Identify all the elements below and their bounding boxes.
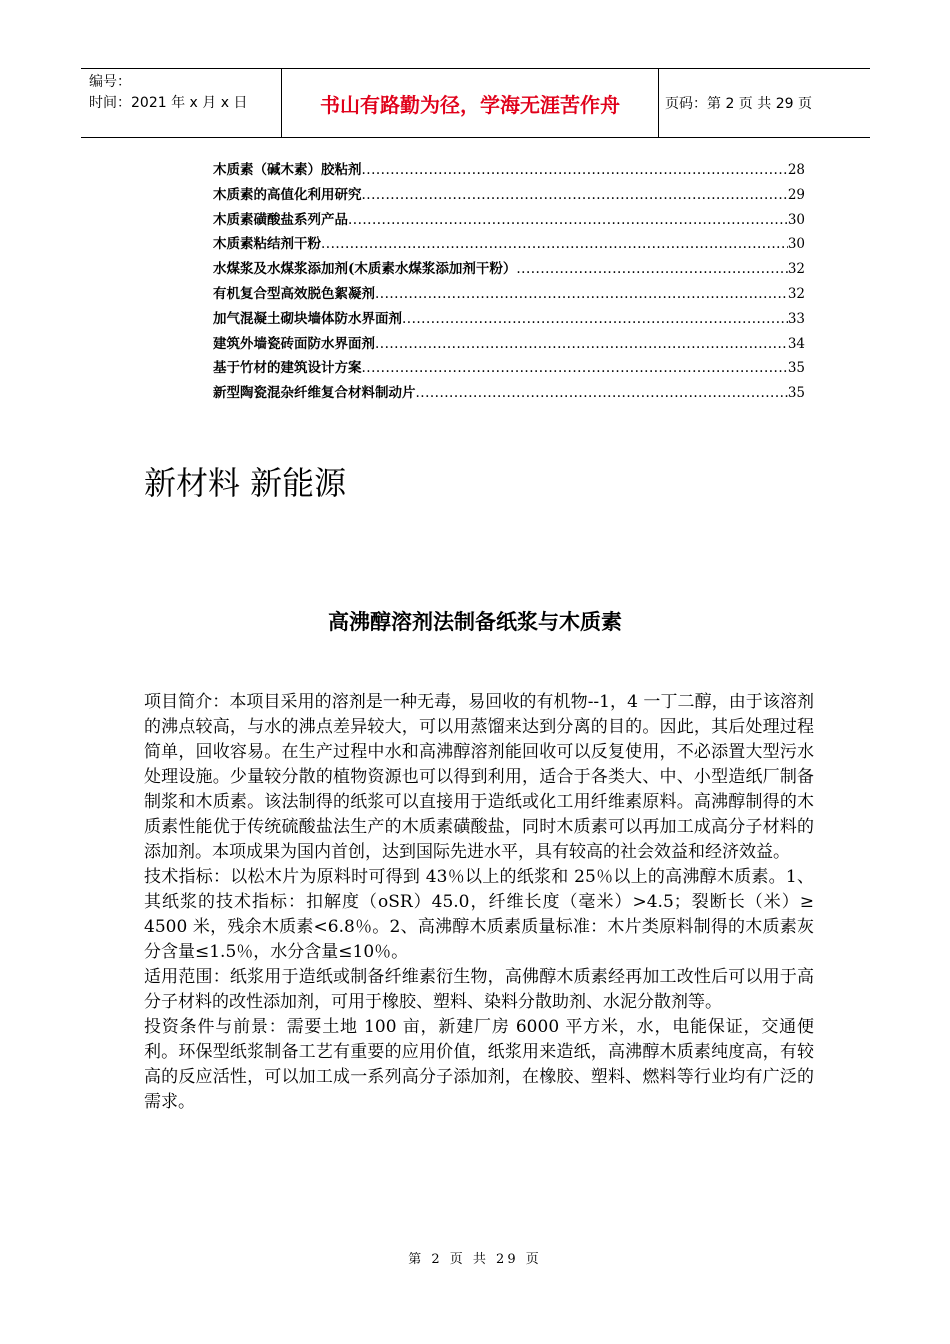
paragraph-label: 投资条件与前景： (144, 1017, 287, 1037)
toc-title: 有机复合型高效脱色絮凝剂 (213, 285, 375, 302)
toc-title: 木质素磺酸盐系列产品 (213, 211, 348, 228)
toc-title: 木质素粘结剂干粉 (213, 236, 321, 253)
toc-page: 29 (787, 186, 805, 203)
toc-entry[interactable] (213, 183, 805, 208)
paragraph-label: 项目简介： (144, 692, 230, 712)
paragraph-intro (144, 690, 814, 865)
paragraph-investment (144, 1015, 814, 1115)
toc-title: 木质素（碱木素）胶粘剂 (213, 162, 362, 178)
toc-entry[interactable] (213, 232, 805, 257)
toc-entry[interactable] (213, 208, 805, 233)
toc-page: 30 (787, 236, 805, 253)
section-heading: 新材料 新能源 (144, 464, 347, 502)
paragraph-scope (144, 965, 814, 1015)
toc-entry[interactable] (213, 307, 805, 332)
paragraph-text: 本项目采用的溶剂是一种无毒，易回收的有机物--1，4 一丁二醇，由于该溶剂的沸点较高，与水的沸点差异较大，可以用蒸馏来达到分离的目的。因此，其后处理过程简单，回收容易。在生产过程中水和高沸醇溶剂能回收可以反复使用，不必添置大型污水处理设施。少量较分散的植物资源也可以得到利用，适合于各类大、中、小型造纸厂制备制浆和木质素。该法制得的纸浆可以直接用于造纸或化工用纤维素原料。高沸醇制得的木质素性能优于传统硫酸盐法生产的木质素磺酸盐，同时木质素可以再加工成高分子材料的添加剂。本项成果为国内首创，达到国际先进水平，具有较高的社会效益和经济效益。 (144, 692, 814, 862)
header-page-info: 页码：第 2 页 共 29 页 (665, 96, 812, 112)
article-body (144, 690, 814, 1115)
paragraph-label: 适用范围： (144, 967, 230, 987)
page-footer: 第 2 页 共 29 页 (408, 1252, 542, 1267)
toc-entry[interactable] (213, 257, 805, 282)
toc-entry[interactable] (213, 356, 805, 381)
toc-page: 33 (787, 310, 805, 327)
toc-title: 建筑外墙瓷砖面防水界面剂 (213, 335, 375, 352)
table-of-contents (213, 158, 805, 406)
toc-page: 34 (787, 335, 805, 352)
page-header (81, 68, 870, 138)
header-number: 编号： (89, 74, 131, 90)
paragraph-specs (144, 865, 814, 965)
toc-page: 32 (787, 285, 805, 302)
toc-page: 30 (787, 211, 805, 228)
toc-title: 新型陶瓷混杂纤维复合材料制动片 (213, 385, 416, 402)
header-meta (81, 69, 282, 137)
toc-title: 木质素的高值化利用研究 (213, 186, 362, 203)
paragraph-label: 技术指标： (144, 867, 231, 887)
toc-entry[interactable] (213, 158, 805, 183)
header-date: 时间：2021 年 x 月 x 日 (89, 95, 248, 111)
paragraph-text: 纸浆用于造纸或制备纤维素衍生物，高佛醇木质素经再加工改性后可以用于高分子材料的改性添加剂，可用于橡胶、塑料、染料分散助剂、水泥分散剂等。 (144, 967, 814, 1012)
toc-page: 35 (787, 385, 805, 402)
article-title: 高沸醇溶剂法制备纸浆与木质素 (328, 609, 622, 634)
toc-title: 加气混凝土砌块墙体防水界面剂 (213, 310, 402, 327)
toc-page: 35 (787, 360, 805, 377)
toc-page: 32 (787, 261, 805, 278)
paragraph-text: 需要土地 100 亩，新建厂房 6000 平方米，水，电能保证，交通便利。环保型纸浆制备工艺有重要的应用价值，纸浆用来造纸，高沸醇木质素纯度高，有较高的反应活性，可以加工成一系列高分子添加剂，在橡胶、塑料、燃料等行业均有广泛的需求。 (144, 1017, 815, 1112)
toc-entry[interactable] (213, 381, 805, 406)
toc-title: 水煤浆及水煤浆添加剂(木质素水煤浆添加剂干粉） (213, 261, 517, 278)
toc-entry[interactable] (213, 282, 805, 307)
paragraph-text: 以松木片为原料时可得到 43％以上的纸浆和 25％以上的高沸醇木质素。1、其纸浆的技术指标：扣解度（oSR）45.0，纤维长度（毫米）>4.5；裂断长（米）≥ 4500 米，残余木质素<6.8％。2、高沸醇木质素质量标准：木片类原料制得的木质素灰分含量≤1.5％，水分含量≤10％。 (144, 867, 814, 962)
toc-title: 基于竹材的建筑设计方案 (213, 360, 362, 377)
toc-entry[interactable] (213, 332, 805, 357)
toc-page: 28 (787, 162, 805, 178)
header-motto: 书山有路勤为径，学海无涯苦作舟 (282, 69, 659, 137)
